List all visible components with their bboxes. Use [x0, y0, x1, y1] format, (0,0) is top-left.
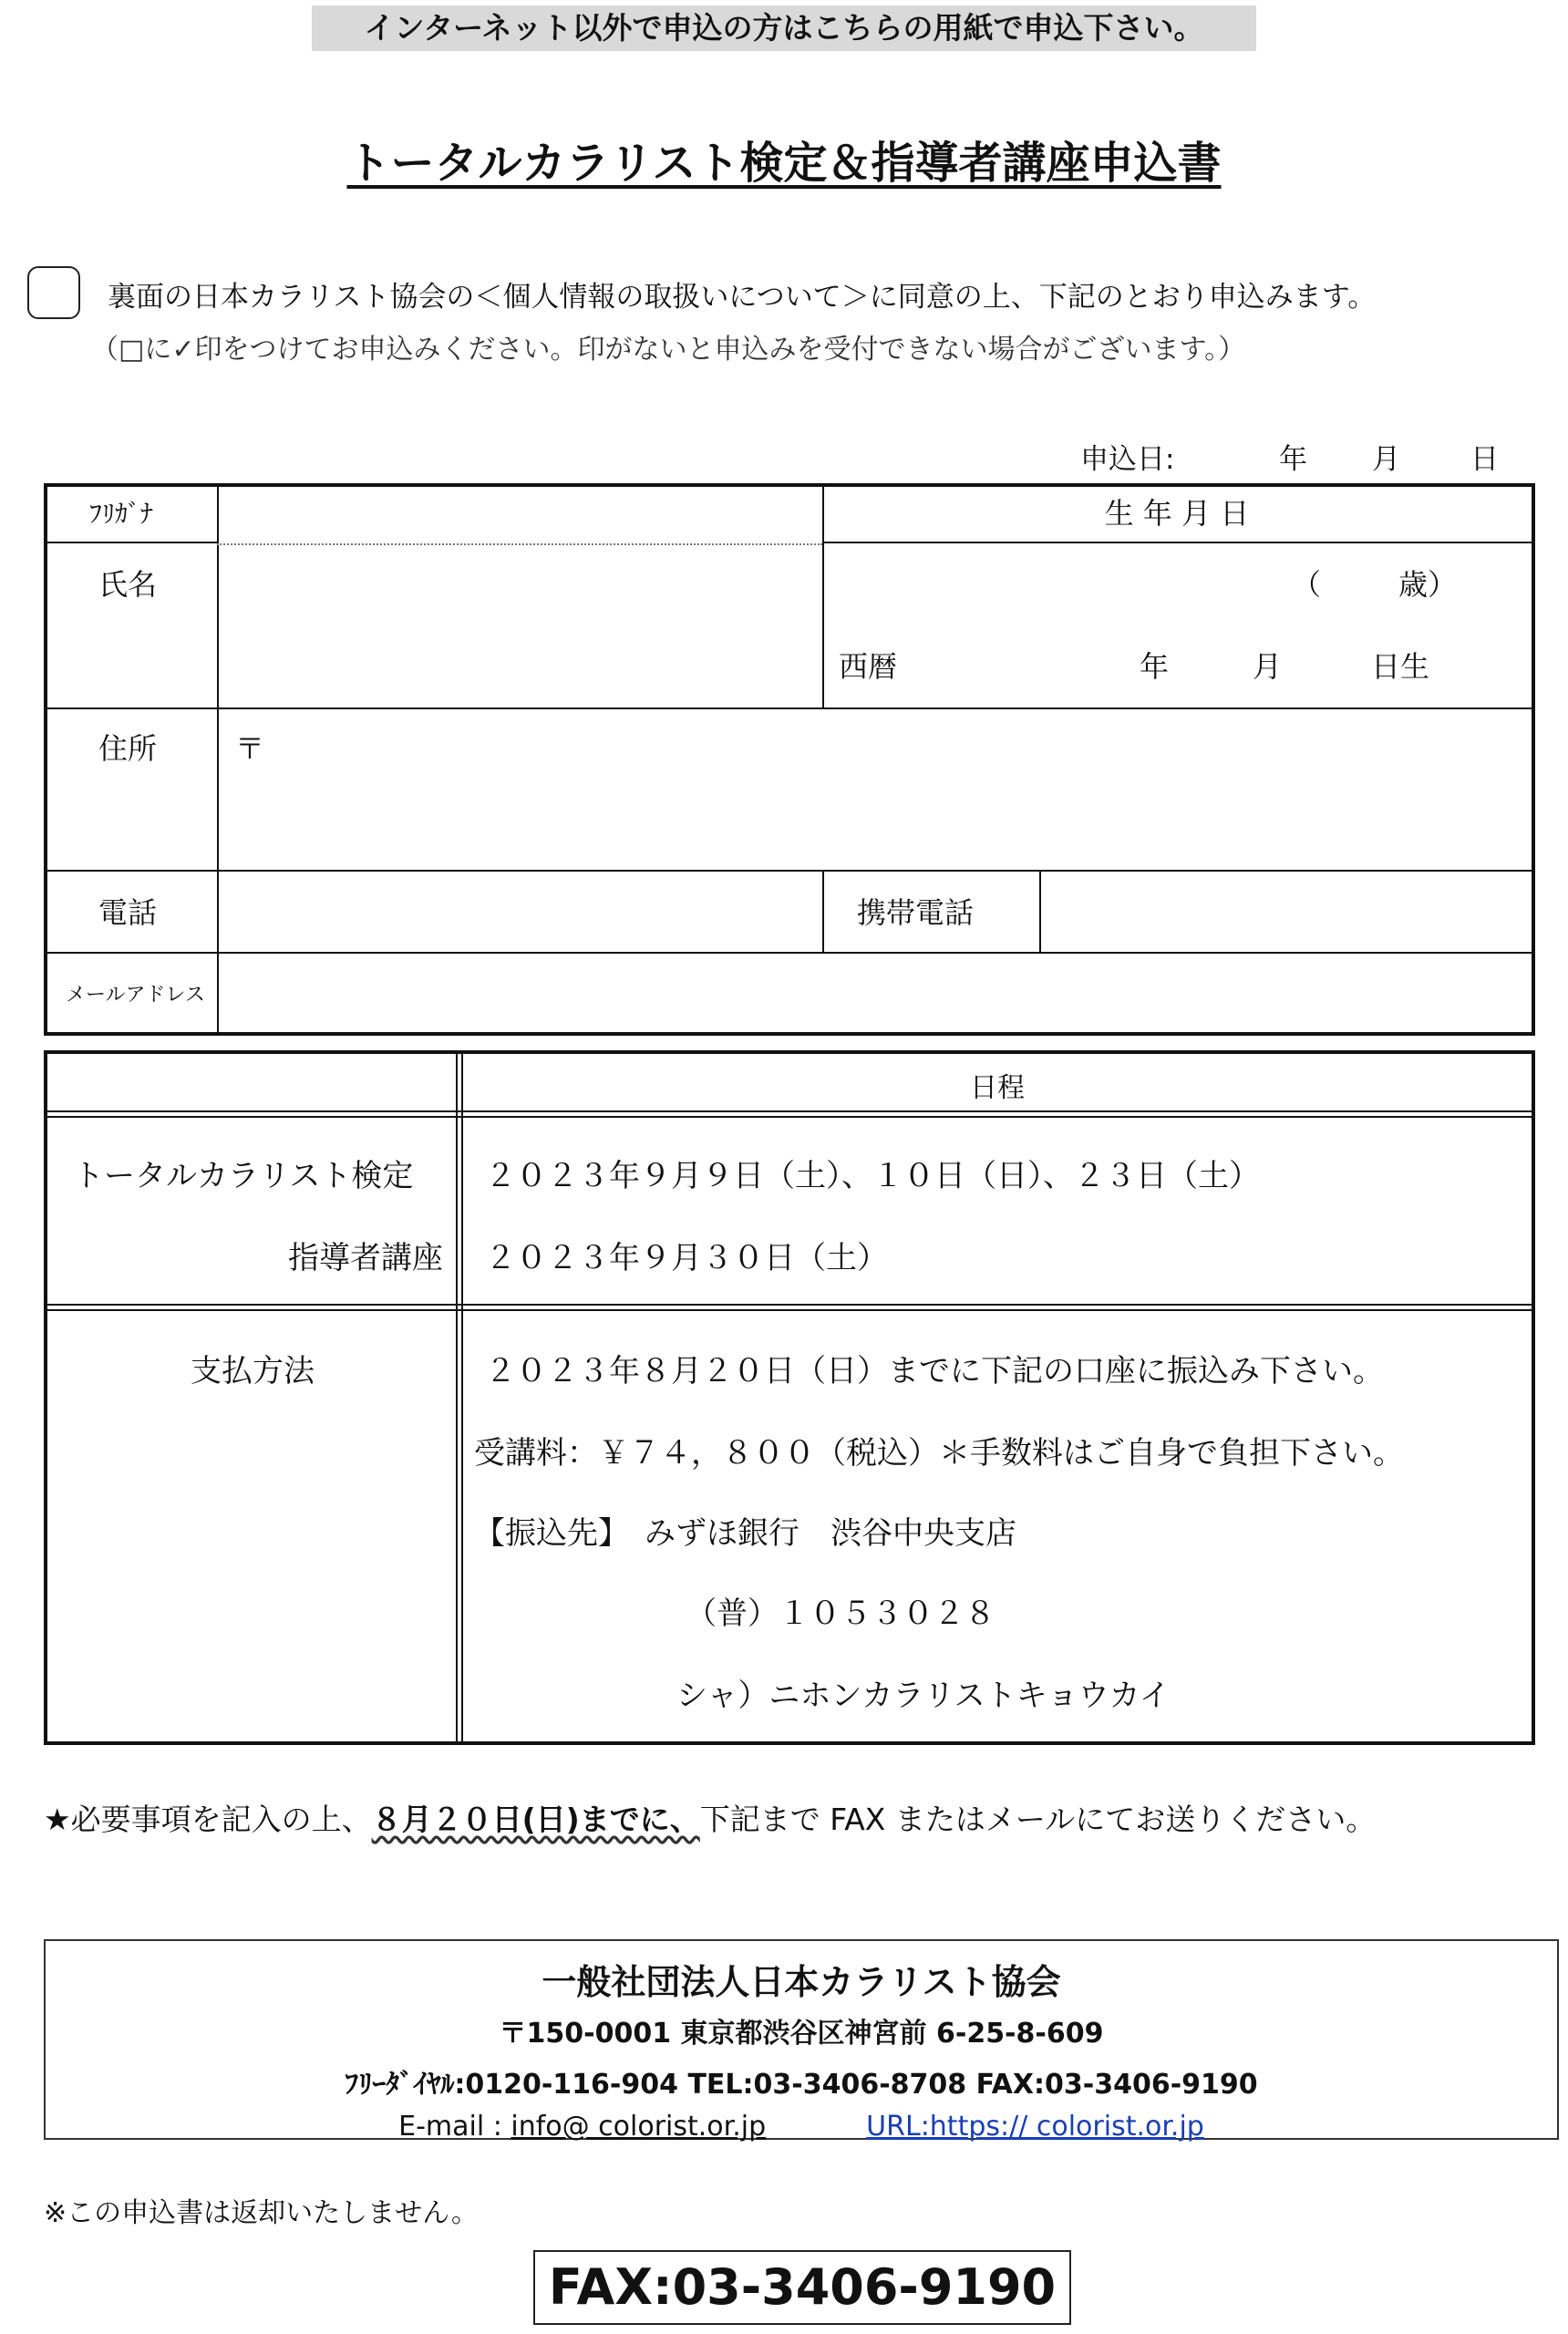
application-date-month: 月: [1372, 443, 1400, 476]
name-label: 氏名: [98, 567, 158, 602]
phone-field[interactable]: [221, 873, 819, 950]
instruction-banner: インターネット以外で申込の方はこちらの用紙で申込下さい。: [312, 5, 1256, 51]
consent-text: 裏面の日本カラリスト協会の＜個人情報の取扱いについて＞に同意の上、下記のとおり申込みます。: [108, 281, 1377, 314]
email-label: メールアドレス: [66, 984, 205, 1007]
payment-line: （普）１０５３０２８: [686, 1596, 995, 1632]
application-date-label: 申込日:: [1080, 443, 1175, 476]
address-field[interactable]: [275, 713, 1524, 864]
organization-name: 一般社団法人日本カラリスト協会: [542, 1962, 1061, 2002]
schedule-header: 日程: [970, 1072, 1025, 1104]
postal-mark: 〒: [235, 731, 265, 766]
payment-line: 受講料：￥７４，８００（税込）＊手数料はご自身で負担下さい。: [474, 1435, 1404, 1472]
age-close: 歳）: [1398, 567, 1458, 602]
phone-label: 電話: [98, 895, 158, 930]
contact-box: [44, 1939, 1559, 2143]
email-link[interactable]: info@ colorist.or.jp: [511, 2111, 767, 2143]
application-date-year: 年: [1279, 443, 1307, 476]
birth-month-label: 月: [1253, 649, 1283, 684]
address-label: 住所: [98, 731, 158, 766]
payment-label: 支払方法: [191, 1353, 315, 1389]
furigana-label: ﾌﾘｶﾞﾅ: [89, 499, 154, 529]
name-field[interactable]: [221, 547, 819, 706]
organization-phone: ﾌﾘｰﾀﾞｲﾔﾙ:0120-116-904 TEL:03-3406-8708 FAX:03-3406-9190: [345, 2069, 1258, 2101]
notice-deadline: ８月２０日(日)までに、: [371, 1802, 700, 1837]
course-date-instructor: ２０２３年９月３０日（土）: [485, 1240, 888, 1276]
consent-checkbox[interactable]: [27, 266, 80, 319]
notice-after: 下記まで FAX またはメールにてお送りください。: [699, 1802, 1377, 1837]
star-mark: ★: [44, 1802, 71, 1837]
submission-notice: [44, 1796, 1376, 1839]
birth-year-label: 年: [1140, 649, 1170, 684]
consent-note: （□に✓印をつけてお申込みください。印がないと申込みを受付できない場合がございます。）: [91, 334, 1246, 366]
course-label-exam: トータルカラリスト検定: [73, 1158, 414, 1194]
applicant-table: [44, 483, 1535, 1036]
website-link[interactable]: URL:https:// colorist.or.jp: [866, 2111, 1204, 2143]
email-field[interactable]: [221, 955, 1532, 1032]
mobile-field[interactable]: [1043, 873, 1532, 950]
age-open: （: [1292, 567, 1322, 602]
course-date-exam: ２０２３年９月９日（土）、１０日（日）、２３日（土）: [485, 1158, 1260, 1194]
payment-line: シャ）ニホンカラリストキョウカイ: [676, 1678, 1171, 1714]
birth-day-label: 日生: [1371, 649, 1430, 684]
schedule-table: [44, 1050, 1535, 1745]
birthdate-header: 生 年 月 日: [1104, 496, 1250, 531]
mobile-label: 携帯電話: [857, 895, 975, 930]
course-label-instructor: 指導者講座: [288, 1240, 443, 1276]
email-prefix: E-mail :: [398, 2111, 511, 2143]
organization-web: [46, 2111, 1557, 2143]
furigana-field[interactable]: [221, 489, 819, 540]
payment-line: 【振込先】 みずほ銀行 渋谷中央支店: [474, 1515, 1016, 1552]
notice-before: 必要事項を記入の上、: [70, 1802, 372, 1837]
payment-line: ２０２３年８月２０日（日）までに下記の口座に振込み下さい。: [485, 1353, 1384, 1389]
fax-number-box: FAX:03-3406-9190: [533, 2250, 1071, 2325]
seireki-label: 西暦: [839, 649, 898, 684]
organization-address: 〒150-0001 東京都渋谷区神宮前 6-25-8-609: [499, 2018, 1104, 2050]
form-title: [0, 128, 1568, 191]
form-title-text: トータルカラリスト検定＆指導者講座申込書: [346, 138, 1222, 189]
return-note: ※この申込書は返却いたしません。: [44, 2197, 479, 2229]
application-date-day: 日: [1470, 443, 1499, 476]
